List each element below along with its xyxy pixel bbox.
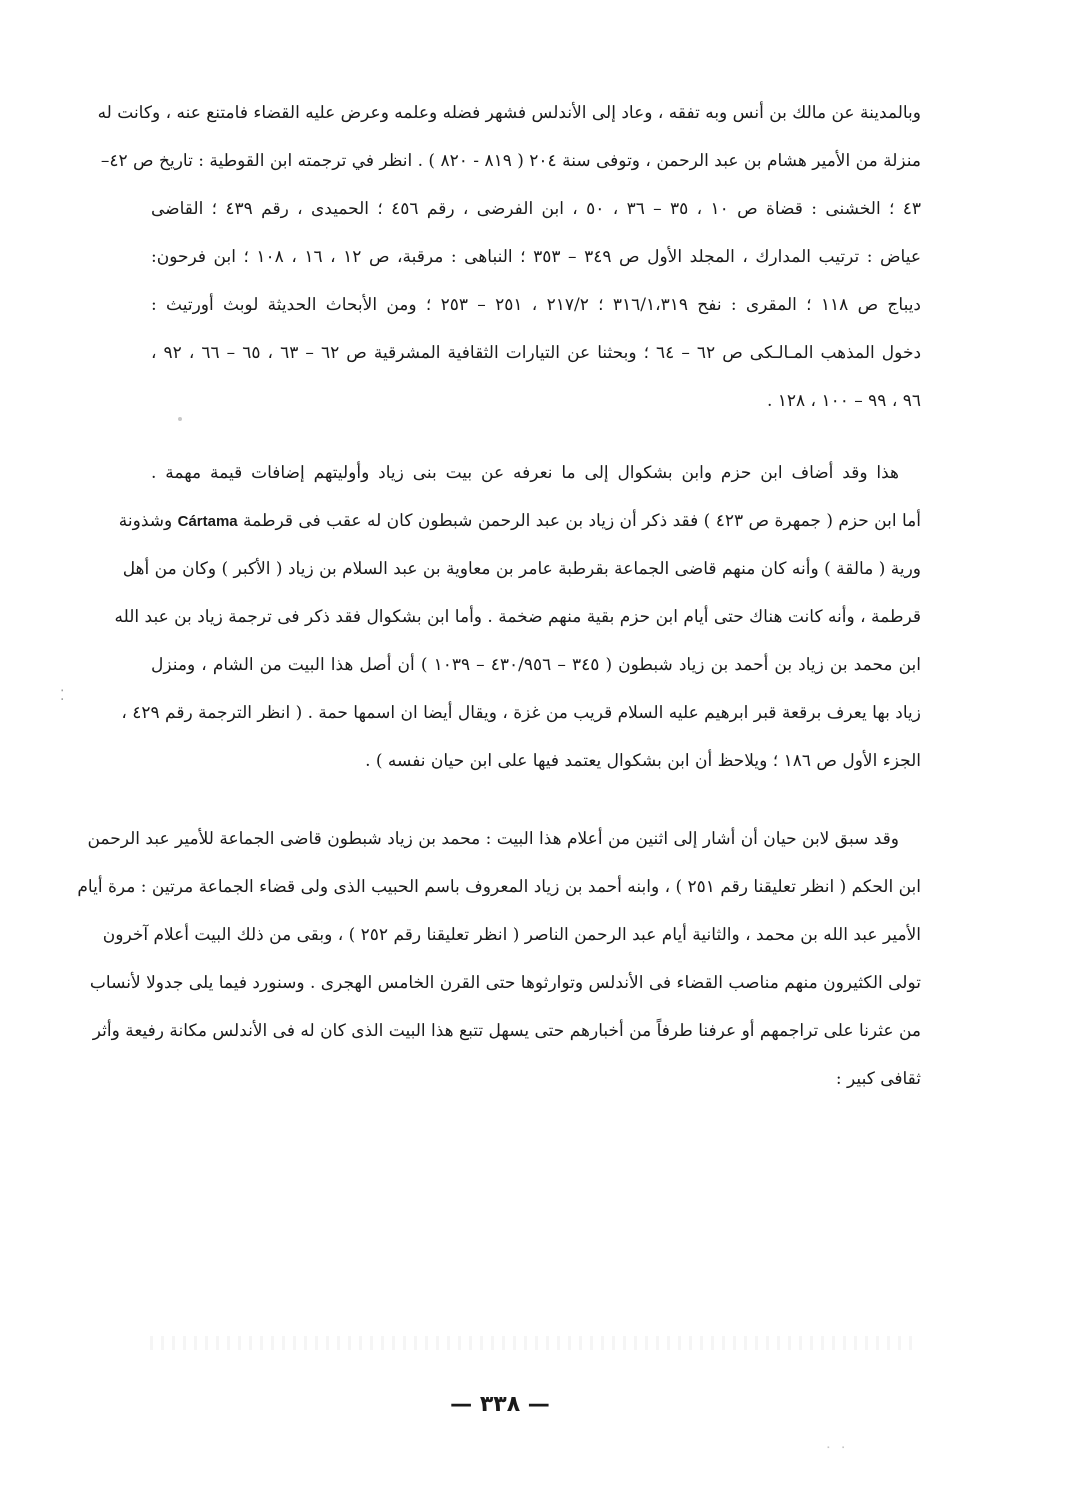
scan-noise-band (150, 1336, 920, 1350)
text-line: هذا وقد أضاف ابن حزم وابن بشكوال إلى ما نعرفه عن بيت بنى زياد وأوليتهم إضافات قيمة مهمة . (151, 463, 899, 483)
text-line: عياض : ترتيب المدارك ، المجلد الأول ص ٣٤٩ – ٣٥٣ ؛ النباهى : مرقبة، ص ١٢ ، ١٦ ، ١٠٨ ؛ ابن فرحون: (151, 247, 921, 267)
text-line: ٩٦ ، ٩٩ – ١٠٠ ، ١٢٨ . (766, 391, 921, 411)
text-line: دخول المذهب المـالـكى ص ٦٢ – ٦٤ ؛ وبحثنا عن التيارات الثقافية المشرقية ص ٦٢ – ٦٣ ، ٦٥ – ٦٦ ، ٩٢ ، (151, 343, 922, 363)
text-line: من عثرنا على تراجمهم أو عرفنا طرفاً من أخبارهم حتى يسهل تتبع هذا البيت الذى كان له فى الأندلس مكانة رفيعة وأثر (92, 1021, 921, 1041)
text-line: ابن محمد بن زياد بن أحمد بن زياد شبطون ( ٣٤٥ – ٤٣٠/٩٥٦ – ١٠٣٩ ) أن أصل هذا البيت من الشام ، ومنزل (151, 655, 921, 675)
text-line: ابن الحكم ( انظر تعليقنا رقم ٢٥١ ) ، وابنه أحمد بن زياد المعروف باسم الحبيب الذى ولى قضاء الجماعة مرتين : مرة أيام (77, 877, 921, 897)
text-line: الأمير عبد الله بن محمد ، والثانية أيام عبد الرحمن الناصر ( انظر تعليقنا رقم ٢٥٢ ) ، وبقى من ذلك البيت أعلام آخرون (102, 925, 921, 945)
text-line: منزلة من الأمير هشام بن عبد الرحمن ، وتوفى سنة ٢٠٤ ( ٨١٩ - ٨٢٠ ) . انظر في ترجمته ابن القوطية : تاريخ ص ٤٢– (100, 151, 921, 171)
text-line: ورية ( مالقة ) وأنه كان منهم قاضى الجماعة بقرطبة عامر بن معاوية بن عبد السلام بن زياد ( الأكبر ) وكان من أهل (122, 559, 921, 579)
faint-corner-mark: ⠂ ⠐ (826, 1442, 846, 1455)
text-segment: وشذونة (118, 511, 173, 531)
text-line: تولى الكثيرون منهم مناصب القضاء فى الأندلس وتوارثوها حتى القرن الخامس الهجرى . وسنورد فيما يلى جدولا لأنساب (89, 973, 921, 993)
text-segment: أما ابن حزم ( جمهرة ص ٤٢٣ ) فقد ذكر أن زياد بن عبد الرحمن شبطون كان له عقب فى قرطمة (243, 511, 921, 531)
page-number: — ٣٣٨ — (450, 1392, 550, 1417)
text-line (118, 508, 921, 535)
text-line: قرطمة ، وأنه كانت هناك حتى أيام ابن حزم بقية منهم ضخمة . وأما ابن بشكوال فقد ذكر فى ترجمة زياد بن عبد الله (114, 607, 921, 627)
scan-speck (178, 417, 182, 421)
text-line: زياد بها يعرف برقعة قبر ابرهيم عليه السلام قريب من غزة ، ويقال أيضا ان اسمها حمة . ( انظر الترجمة رقم ٤٢٩ ، (121, 703, 921, 723)
text-line: وقد سبق لابن حيان أن أشار إلى اثنين من أعلام هذا البيت : محمد بن زياد شبطون قاضى الجماعة للأمير عبد الرحمن (87, 829, 899, 849)
text-line: ٤٣ ؛ الخشنى : قضاة ص ١٠ ، ٣٥ – ٣٦ ، ٥٠ ، ابن الفرضى ، رقم ٤٥٦ ؛ الحميدى ، رقم ٤٣٩ ؛ القاضى (151, 199, 922, 219)
text-line: وبالمدينة عن مالك بن أنس وبه تفقه ، وعاد إلى الأندلس فشهر فضله وعلمه وعرض عليه القضاء فامتنع عنه ، وكانت له (97, 103, 921, 123)
latin-place-name: Cártama (177, 513, 238, 530)
margin-scan-mark: ⁚ (60, 688, 65, 704)
text-line: الجزء الأول ص ١٨٦ ؛ ويلاحظ أن ابن بشكوال يعتمد فيها على ابن حيان نفسه ) . (365, 751, 921, 771)
text-line: ثقافى كبير : (835, 1069, 921, 1089)
text-line: ديباج ص ١١٨ ؛ المقرى : نفح ٣١٦/١،٣١٩ ؛ ٢١٧/٢ ، ٢٥١ – ٢٥٣ ؛ ومن الأبحاث الحديثة لوبث أورتيث : (151, 295, 921, 315)
